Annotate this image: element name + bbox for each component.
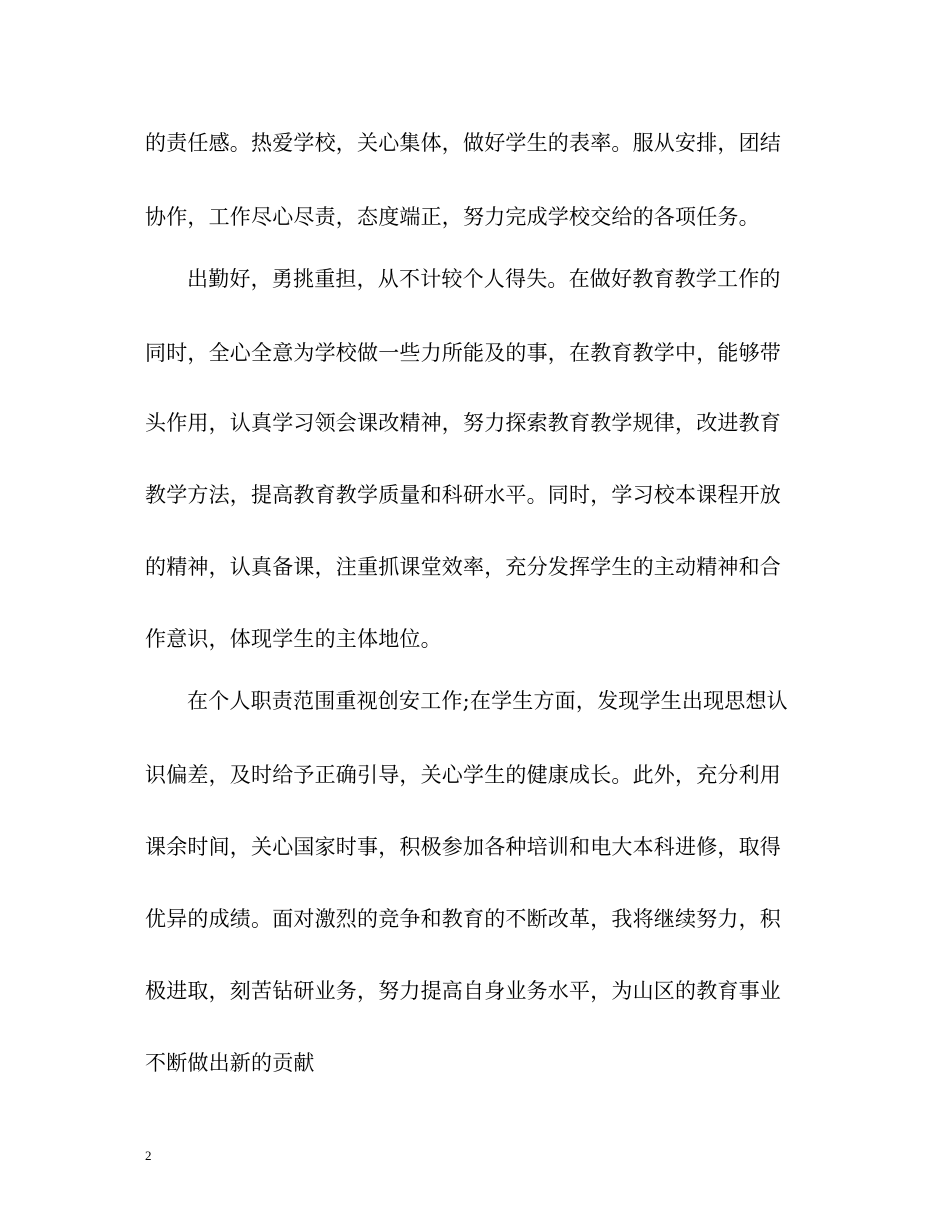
text-line: 识偏差，及时给予正确引导，关心学生的健康成长。此外，充分利用: [145, 763, 781, 787]
text-line: 教学方法，提高教育教学质量和科研水平。同时，学习校本课程开放: [145, 483, 781, 507]
text-line: 不断做出新的贡献: [145, 1051, 315, 1075]
text-line: 课余时间，关心国家时事，积极参加各种培训和电大本科进修，取得: [145, 835, 781, 859]
page-number: 2: [145, 1148, 152, 1163]
text-line: 极进取，刻苦钻研业务，努力提高自身业务水平，为山区的教育事业: [145, 979, 781, 1003]
text-line: 优异的成绩。面对激烈的竞争和教育的不断改革，我将继续努力，积: [145, 907, 781, 931]
paragraph-first-line: 出勤好，勇挑重担，从不计较个人得失。在做好教育教学工作的: [187, 267, 781, 291]
text-line: 同时，全心全意为学校做一些力所能及的事，在教育教学中，能够带: [145, 341, 781, 365]
text-line: 协作，工作尽心尽责，态度端正，努力完成学校交给的各项任务。: [145, 205, 760, 229]
paragraph-first-line: 在个人职责范围重视创安工作;在学生方面，发现学生出现思想认: [187, 689, 788, 713]
text-line: 的责任感。热爱学校，关心集体，做好学生的表率。服从安排，团结: [145, 131, 781, 155]
text-line: 作意识，体现学生的主体地位。: [145, 627, 442, 651]
text-line: 头作用，认真学习领会课改精神，努力探索教育教学规律，改进教育: [145, 411, 781, 435]
text-line: 的精神，认真备课，注重抓课堂效率，充分发挥学生的主动精神和合: [145, 555, 781, 579]
